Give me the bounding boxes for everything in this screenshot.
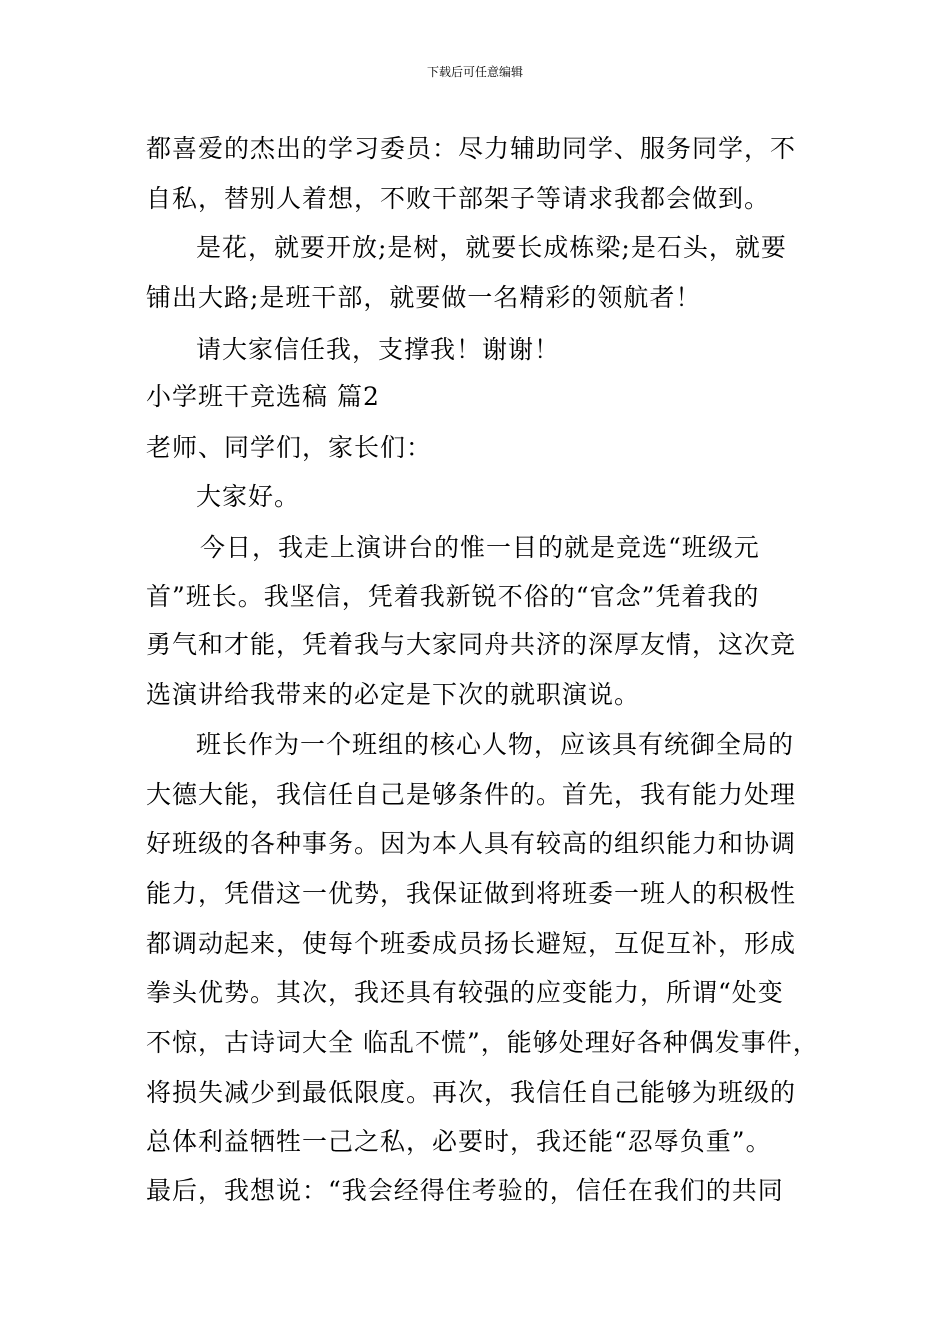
salutation: 老师、同学们，家长们： — [146, 433, 433, 462]
text-line: 好班级的各种事务。因为本人具有较高的组织能力和协调 — [146, 829, 797, 858]
text-line: 都调动起来，使每个班委成员扬长避短，互促互补，形成 — [146, 929, 797, 958]
text-line: 都喜爱的杰出的学习委员：尽力辅助同学、服务同学，不 — [146, 134, 797, 163]
text-line: 最后，我想说：“我会经得住考验的，信任在我们的共同 — [146, 1176, 784, 1205]
page-header-note: 下载后可任意编辑 — [426, 65, 523, 79]
text-line: 拳头优势。其次，我还具有较强的应变能力，所谓“处变 — [146, 978, 784, 1007]
text-line: 铺出大路;是班干部，就要做一名精彩的领航者！ — [146, 283, 702, 312]
text-line: 勇气和才能，凭着我与大家同舟共济的深厚友情，这次竞 — [146, 630, 797, 659]
text-line: 能力，凭借这一优势，我保证做到将班委一班人的积极性 — [146, 879, 797, 908]
text-line: 总体利益牺牲一己之私，必要时，我还能“忍辱负重”。 — [146, 1127, 772, 1156]
text-line: 是花，就要开放;是树，就要长成栋梁;是石头，就要 — [196, 233, 787, 262]
text-line: 自私，替别人着想，不败干部架子等请求我都会做到。 — [146, 184, 771, 213]
text-line: 大德大能，我信任自己是够条件的。首先，我有能力处理 — [146, 780, 797, 809]
text-line: 今日，我走上演讲台的惟一目的就是竞选“班级元 — [200, 533, 760, 562]
text-line: 班长作为一个班组的核心人物，应该具有统御全局的 — [196, 730, 795, 759]
text-line: 请大家信任我，支撑我！谢谢！ — [196, 335, 561, 364]
text-line: 首”班长。我坚信，凭着我新锐不俗的“官念”凭着我的 — [146, 582, 760, 611]
text-line: 选演讲给我带来的必定是下次的就职演说。 — [146, 680, 641, 709]
text-line: 不惊，古诗词大全 临乱不慌”，能够处理好各种偶发事件， — [146, 1028, 819, 1057]
section-title: 小学班干竞选稿 篇2 — [146, 382, 380, 411]
greeting: 大家好。 — [196, 482, 301, 511]
text-line: 将损失减少到最低限度。再次，我信任自己能够为班级的 — [146, 1078, 797, 1107]
